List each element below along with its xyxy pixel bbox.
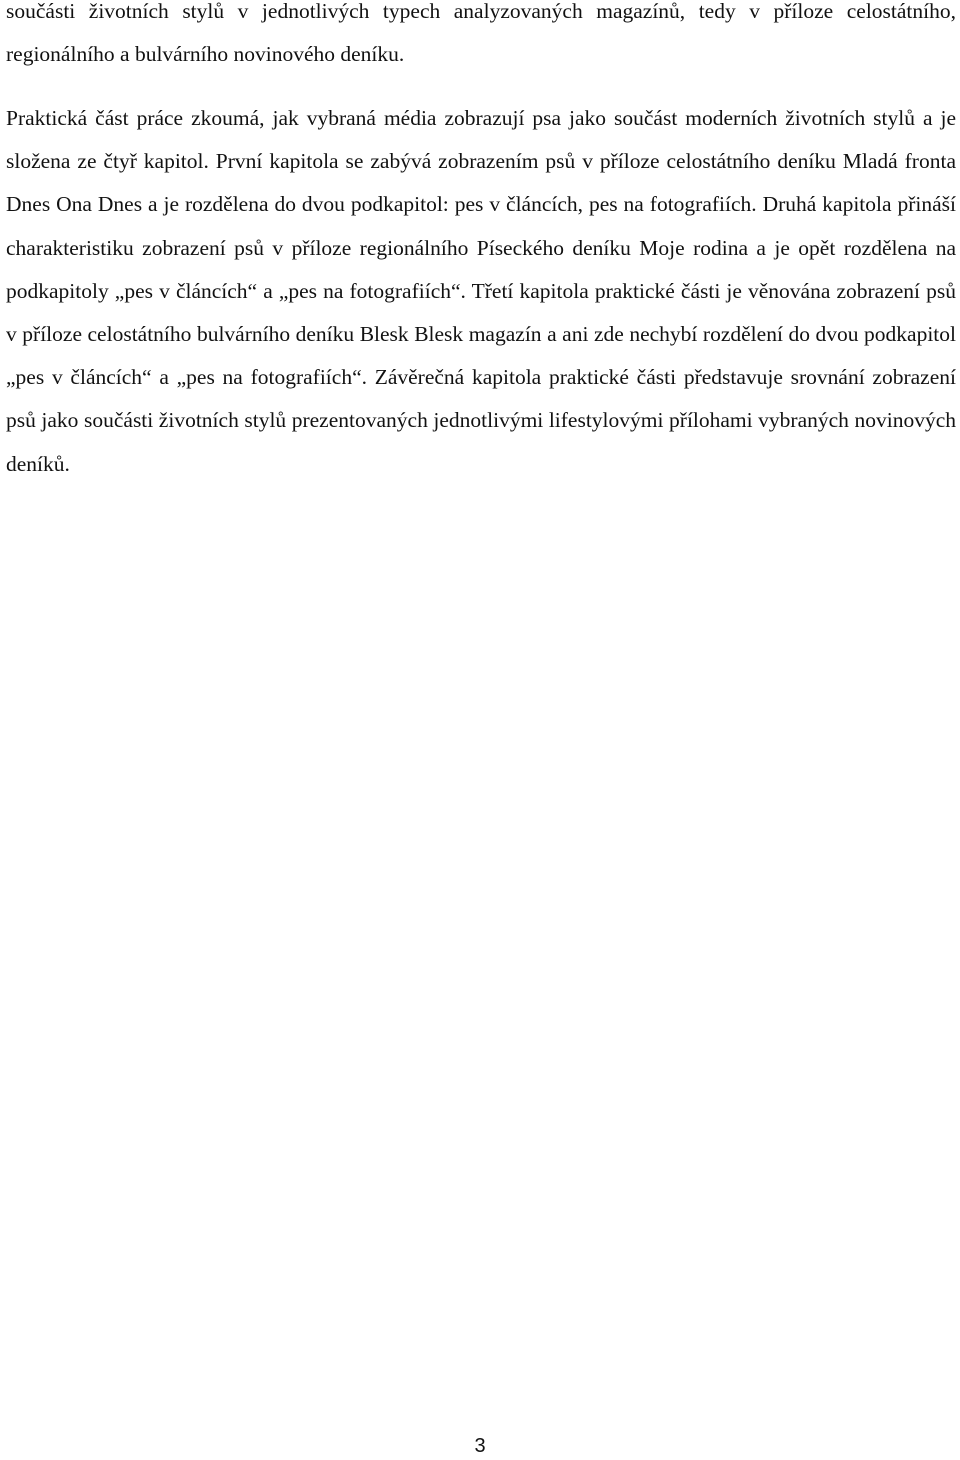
paragraph-intro-continuation: součásti životních stylů v jednotlivých typech analyzovaných magazínů, tedy v příloze celostátního, regionálního a bulvárního novinového deníku. xyxy=(6,0,956,67)
page-number: 3 xyxy=(474,1435,486,1457)
paragraph-practical-part: Praktická část práce zkoumá, jak vybraná média zobrazují psa jako součást moderních životních stylů a je složena ze čtyř kapitol. První kapitola se zabývá zobrazením psů v příloze celostátního deníku Mladá fronta Dnes Ona Dnes a je rozdělena do dvou podkapitol: pes v článcích, pes na fotografiích. Druhá kapitola přináší charakteristiku zobrazení psů v příloze regionálního Píseckého deníku Moje rodina a je opět rozdělena na podkapitoly „pes v článcích“ a „pes na fotografiích“. Třetí kapitola praktické části je věnována zobrazení psů v příloze celostátního bulvárního deníku Blesk Blesk magazín a ani zde nechybí rozdělení do dvou podkapitol „pes v článcích“ a „pes na fotografiích“. Závěrečná kapitola praktické části představuje srovnání zobrazení psů jako součásti životních stylů prezentovaných jednotlivými lifestylovými přílohami vybraných novinových deníků. xyxy=(6,106,956,476)
